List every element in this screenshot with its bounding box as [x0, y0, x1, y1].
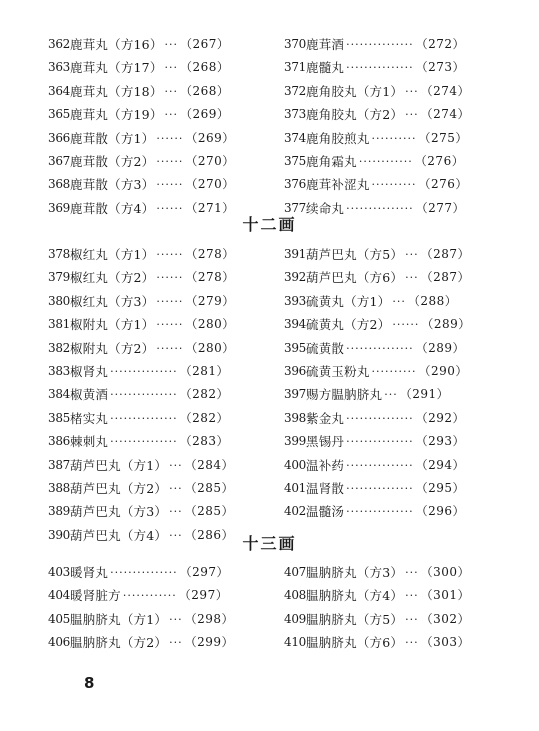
entry-page-ref: （274） [420, 107, 470, 122]
entry-title: 鹿茸散（方1） [70, 130, 155, 146]
entry-title: 鹿茸丸（方19） [70, 107, 163, 123]
index-column-left [48, 33, 293, 220]
dot-leader: ··· [405, 566, 419, 579]
stroke-count-heading: 十二画 [242, 215, 297, 234]
dot-leader: ··· [405, 589, 419, 603]
entry-page-ref: （274） [420, 83, 470, 98]
entry-title: 硫黄玉粉丸 [306, 363, 370, 379]
entry-number: 402 [284, 504, 307, 519]
index-entry [284, 477, 484, 500]
dot-leader: ··· [405, 271, 419, 285]
entry-number: 397 [284, 387, 307, 402]
entry-page-ref: （297） [179, 565, 229, 579]
index-entry [48, 243, 293, 266]
entry-title: 赐方腽肭脐丸 [306, 387, 383, 403]
dot-leader: ··· [164, 61, 179, 75]
entry-title: 硫黄丸（方1） [306, 293, 391, 309]
entry-number: 399 [284, 434, 307, 449]
entry-title: 椒附丸（方2） [70, 340, 155, 356]
index-entry [284, 407, 484, 430]
entry-number: 385 [48, 410, 71, 425]
index-entry [48, 407, 293, 430]
entry-number: 367 [48, 153, 71, 168]
dot-leader: ··············· [346, 61, 414, 75]
entry-title: 鹿角胶丸（方2） [306, 107, 404, 123]
entry-title: 葫芦巴丸（方3） [70, 504, 168, 520]
entry-title: 楮实丸 [70, 410, 109, 426]
index-entry [48, 337, 293, 360]
entry-number: 389 [48, 504, 71, 519]
dot-leader: ······ [156, 178, 184, 192]
entry-number: 363 [48, 60, 71, 75]
entry-title: 葫芦巴丸（方4） [70, 527, 168, 543]
dot-leader: ··············· [110, 411, 178, 425]
entry-page-ref: （285） [184, 504, 234, 519]
entry-page-ref: （282） [179, 387, 229, 402]
entry-number: 384 [48, 387, 71, 402]
dot-leader: ······ [156, 318, 184, 332]
entry-page-ref: （279） [185, 293, 235, 308]
index-entry [284, 561, 484, 584]
entry-title: 椒附丸（方1） [70, 317, 155, 333]
entry-title: 葫芦巴丸（方1） [70, 457, 168, 473]
entry-title: 鹿茸补涩丸 [306, 177, 370, 193]
index-entry [48, 477, 293, 500]
entry-title: 鹿茸散（方4） [70, 200, 155, 216]
entry-title: 椒红丸（方3） [70, 293, 155, 309]
entry-number: 406 [48, 635, 71, 650]
index-entry [48, 608, 293, 631]
dot-leader: ··· [169, 636, 183, 650]
dot-leader: ··············· [346, 411, 414, 425]
dot-leader: ··············· [346, 481, 414, 495]
entry-number: 374 [284, 130, 307, 145]
entry-number: 386 [48, 434, 71, 449]
index-column-left [48, 561, 293, 655]
entry-title: 葫芦巴丸（方2） [70, 480, 168, 496]
index-entry [48, 561, 293, 584]
entry-title: 葫芦巴丸（方5） [306, 247, 404, 262]
entry-number: 371 [284, 60, 307, 75]
entry-number: 392 [284, 270, 307, 285]
index-entry [284, 631, 484, 654]
index-entry [284, 383, 484, 406]
index-entry [48, 360, 293, 383]
entry-page-ref: （269） [185, 130, 235, 145]
entry-page-ref: （303） [420, 635, 470, 650]
entry-page-ref: （283） [179, 434, 229, 449]
index-column-right [284, 33, 484, 220]
entry-page-ref: （302） [420, 611, 470, 626]
entry-title: 硫黄丸（方2） [306, 317, 391, 333]
entry-title: 温补药 [306, 457, 345, 473]
entry-title: 鹿角霜丸 [306, 153, 357, 169]
entry-title: 温髓汤 [306, 504, 345, 520]
entry-number: 403 [48, 565, 71, 579]
entry-title: 续命丸 [306, 200, 345, 216]
index-entry [48, 383, 293, 406]
entry-title: 椒红丸（方1） [70, 247, 155, 262]
entry-title: 腽肭脐丸（方5） [306, 611, 404, 627]
dot-leader: ······ [156, 201, 184, 215]
entry-number: 400 [284, 457, 307, 472]
entry-page-ref: （268） [180, 83, 230, 98]
index-entry [48, 103, 293, 126]
entry-page-ref: （281） [179, 363, 229, 378]
entry-number: 410 [284, 635, 307, 650]
dot-leader: ··· [169, 481, 183, 495]
entry-page-ref: （288） [407, 293, 458, 308]
index-entry [48, 127, 293, 150]
entry-title: 紫金丸 [306, 410, 345, 426]
entry-page-ref: （293） [415, 434, 465, 449]
dot-leader: ··· [405, 248, 419, 261]
index-entry [48, 266, 293, 289]
entry-number: 380 [48, 293, 71, 308]
entry-page-ref: （280） [185, 340, 235, 355]
entry-title: 硫黄散 [306, 340, 345, 356]
entry-number: 383 [48, 363, 71, 378]
entry-page-ref: （294） [415, 457, 465, 472]
index-column-right [284, 561, 484, 655]
entry-page-ref: （295） [415, 480, 465, 495]
dot-leader: ······ [156, 131, 184, 145]
entry-page-ref: （300） [420, 565, 470, 579]
index-entry [284, 290, 484, 313]
entry-title: 鹿茸丸（方18） [70, 83, 163, 99]
entry-title: 腽肭脐丸（方4） [306, 588, 404, 604]
entry-number: 372 [284, 83, 307, 98]
entry-title: 葫芦巴丸（方6） [306, 270, 404, 286]
entry-title: 鹿角胶煎丸 [306, 130, 370, 146]
entry-page-ref: （277） [415, 200, 465, 215]
entry-page-ref: （301） [420, 588, 470, 603]
dot-leader: ··············· [346, 201, 414, 215]
dot-leader: ·········· [371, 178, 417, 192]
entry-number: 387 [48, 457, 71, 472]
index-entry [284, 127, 484, 150]
entry-number: 377 [284, 200, 307, 215]
index-entry [284, 56, 484, 79]
entry-number: 393 [284, 293, 307, 308]
index-entry [48, 290, 293, 313]
entry-number: 404 [48, 588, 71, 603]
dot-leader: ··· [405, 612, 419, 626]
index-entry [284, 360, 484, 383]
dot-leader: ·········· [371, 131, 417, 145]
dot-leader: ··· [392, 294, 406, 308]
entry-page-ref: （270） [185, 153, 235, 168]
entry-title: 鹿角胶丸（方1） [306, 83, 404, 99]
index-entry [284, 313, 484, 336]
dot-leader: ··· [169, 458, 183, 472]
entry-number: 391 [284, 247, 307, 261]
entry-page-ref: （299） [184, 635, 234, 650]
index-entry [284, 80, 484, 103]
entry-number: 398 [284, 410, 307, 425]
entry-page-ref: （273） [415, 60, 465, 75]
dot-leader: ·········· [371, 364, 417, 378]
entry-page-ref: （267） [180, 37, 230, 51]
index-entry [48, 56, 293, 79]
entry-number: 369 [48, 200, 71, 215]
entry-title: 腽肭脐丸（方6） [306, 635, 404, 651]
index-entry [284, 454, 484, 477]
dot-leader: ··· [405, 636, 419, 650]
dot-leader: ······ [392, 318, 420, 332]
entry-number: 378 [48, 247, 71, 261]
dot-leader: ······ [156, 341, 184, 355]
entry-page-ref: （280） [185, 317, 235, 332]
entry-number: 366 [48, 130, 71, 145]
entry-page-ref: （290） [418, 363, 468, 378]
entry-number: 362 [48, 37, 71, 51]
entry-number: 395 [284, 340, 307, 355]
dot-leader: ··· [169, 505, 183, 519]
entry-number: 373 [284, 107, 307, 122]
dot-leader: ··············· [110, 566, 178, 579]
entry-number: 382 [48, 340, 71, 355]
entry-title: 暖肾脏方 [70, 588, 121, 604]
index-entry [48, 430, 293, 453]
entry-number: 388 [48, 480, 71, 495]
entry-number: 368 [48, 177, 71, 192]
entry-number: 405 [48, 611, 71, 626]
entry-title: 鹿茸酒 [306, 37, 345, 52]
dot-leader: ··· [169, 528, 183, 542]
entry-number: 409 [284, 611, 307, 626]
entry-number: 408 [284, 588, 307, 603]
entry-title: 腽肭脐丸（方3） [306, 565, 404, 580]
dot-leader: ··············· [346, 458, 414, 472]
entry-title: 鹿髓丸 [306, 60, 345, 76]
entry-title: 椒肾丸 [70, 363, 109, 379]
index-entry [284, 33, 484, 56]
dot-leader: ············ [122, 589, 177, 603]
dot-leader: ··············· [346, 505, 414, 519]
index-entry [284, 173, 484, 196]
entry-page-ref: （287） [420, 247, 470, 261]
dot-leader: ··············· [110, 364, 178, 378]
index-entry [284, 430, 484, 453]
entry-title: 椒黄酒 [70, 387, 109, 403]
entry-number: 376 [284, 177, 307, 192]
entry-page-ref: （282） [179, 410, 229, 425]
entry-page-ref: （278） [185, 247, 235, 261]
entry-page-ref: （276） [418, 177, 468, 192]
index-entry [284, 337, 484, 360]
entry-number: 364 [48, 83, 71, 98]
dot-leader: ··· [164, 84, 179, 98]
entry-page-ref: （269） [180, 107, 230, 122]
dot-leader: ··············· [110, 388, 178, 402]
entry-page-ref: （287） [420, 270, 470, 285]
dot-leader: ··· [169, 612, 183, 626]
entry-page-ref: （291） [399, 387, 450, 402]
entry-title: 温肾散 [306, 480, 345, 496]
dot-leader: ······ [156, 154, 184, 168]
entry-number: 381 [48, 317, 71, 332]
index-entry [48, 584, 293, 607]
entry-title: 黑锡丹 [306, 434, 345, 450]
entry-title: 腽肭脐丸（方1） [70, 611, 168, 627]
entry-page-ref: （275） [418, 130, 468, 145]
entry-page-ref: （296） [415, 504, 465, 519]
entry-number: 394 [284, 317, 307, 332]
dot-leader: ······ [156, 294, 184, 308]
index-column-left [48, 243, 293, 547]
entry-page-ref: （268） [180, 60, 230, 75]
entry-page-ref: （284） [184, 457, 234, 472]
stroke-count-heading: 十三画 [242, 534, 297, 553]
dot-leader: ··· [405, 108, 419, 122]
index-entry [48, 313, 293, 336]
page-number: 8 [84, 674, 95, 692]
entry-page-ref: （298） [184, 611, 234, 626]
entry-number: 401 [284, 480, 307, 495]
entry-number: 365 [48, 107, 71, 122]
entry-title: 鹿茸散（方3） [70, 177, 155, 193]
entry-title: 鹿茸丸（方17） [70, 60, 163, 76]
entry-page-ref: （271） [185, 200, 235, 215]
entry-page-ref: （276） [414, 153, 465, 168]
entry-number: 407 [284, 565, 307, 579]
dot-leader: ··············· [346, 435, 414, 449]
entry-number: 379 [48, 270, 71, 285]
entry-title: 鹿茸散（方2） [70, 153, 155, 169]
entry-page-ref: （292） [415, 410, 465, 425]
entry-page-ref: （278） [185, 270, 235, 285]
entry-page-ref: （270） [185, 177, 235, 192]
index-entry [48, 173, 293, 196]
index-entry [284, 266, 484, 289]
entry-page-ref: （289） [421, 317, 471, 332]
entry-title: 鹿茸丸（方16） [70, 37, 163, 52]
entry-title: 腽肭脐丸（方2） [70, 635, 168, 651]
index-entry [284, 150, 484, 173]
dot-leader: ············ [358, 154, 413, 168]
index-column-right [284, 243, 484, 524]
index-entry [284, 103, 484, 126]
entry-page-ref: （285） [184, 480, 234, 495]
dot-leader: ··············· [346, 38, 414, 51]
index-entry [48, 454, 293, 477]
entry-number: 375 [284, 153, 307, 168]
index-entry [48, 150, 293, 173]
entry-title: 椒红丸（方2） [70, 270, 155, 286]
index-entry [48, 631, 293, 654]
entry-number: 396 [284, 363, 307, 378]
dot-leader: ··· [384, 388, 398, 402]
index-entry [48, 80, 293, 103]
entry-page-ref: （297） [178, 588, 229, 603]
index-entry [284, 243, 484, 266]
entry-number: 370 [284, 37, 307, 51]
entry-title: 棘刺丸 [70, 434, 109, 450]
dot-leader: ··· [164, 108, 179, 122]
entry-page-ref: （272） [415, 37, 465, 51]
dot-leader: ··············· [110, 435, 178, 449]
dot-leader: ··· [164, 38, 179, 51]
index-entry [284, 500, 484, 523]
index-entry [48, 500, 293, 523]
index-entry [284, 608, 484, 631]
entry-page-ref: （286） [184, 527, 234, 542]
entry-title: 暖肾丸 [70, 565, 109, 580]
dot-leader: ······ [156, 271, 184, 285]
index-entry [48, 33, 293, 56]
entry-page-ref: （289） [415, 340, 465, 355]
dot-leader: ··············· [346, 341, 414, 355]
index-entry [284, 584, 484, 607]
dot-leader: ······ [156, 248, 184, 261]
dot-leader: ··· [405, 84, 419, 98]
entry-number: 390 [48, 527, 71, 542]
